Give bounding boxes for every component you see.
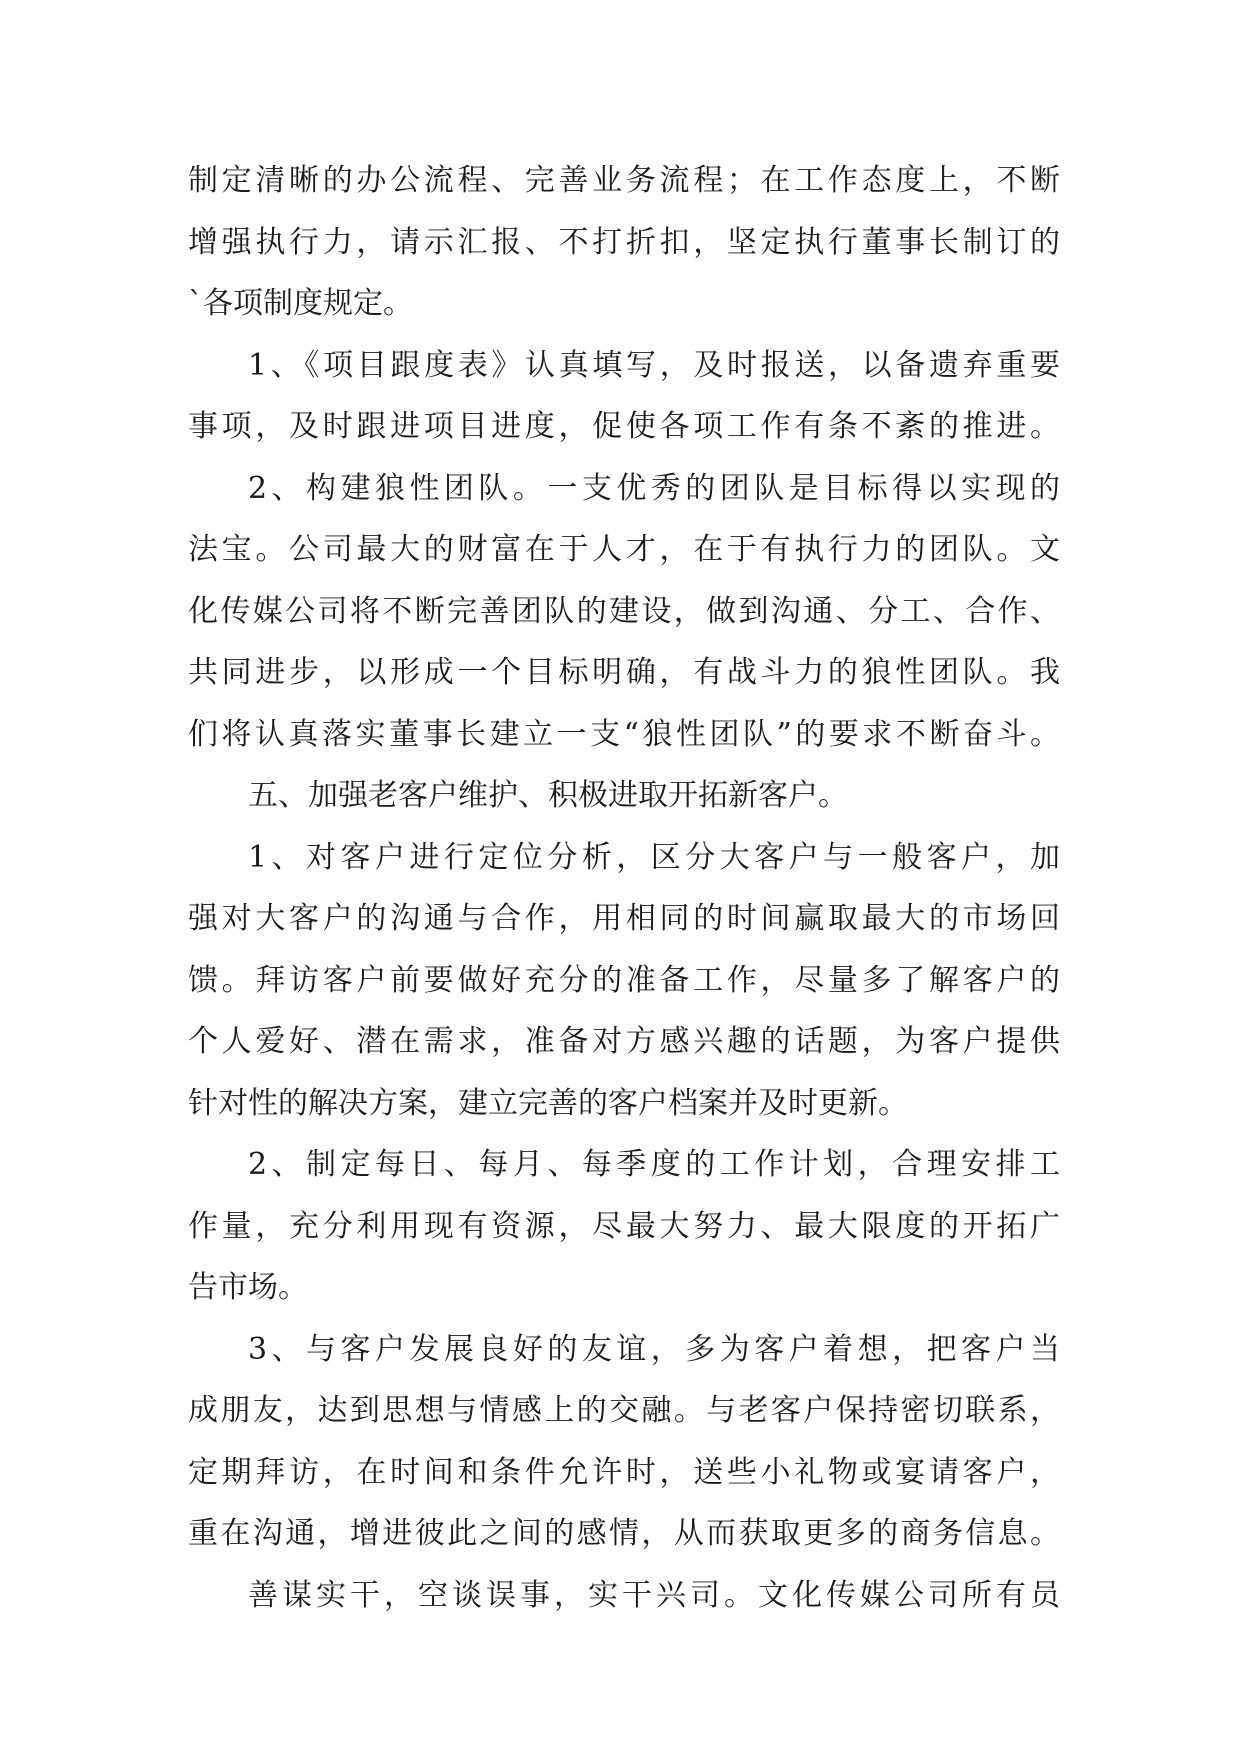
- text-line: 们将认真落实董事长建立一支“狼性团队”的要求不断奋斗。: [188, 716, 1060, 752]
- text-line: 成朋友，达到思想与情感上的交融。与老客户保持密切联系，: [188, 1393, 1060, 1428]
- text-line: 定期拜访，在时间和条件允许时，送些小礼物或宴请客户，: [188, 1454, 1060, 1490]
- text-line: 制定清晰的办公流程、完善业务流程；在工作态度上，不断: [188, 163, 1060, 198]
- text-line: 3、与客户发展良好的友谊，多为客户着想，把客户当: [248, 1331, 1060, 1367]
- text-line: 馈。拜访客户前要做好充分的准备工作，尽量多了解客户的: [188, 962, 1060, 998]
- text-line: 针对性的解决方案，建立完善的客户档案并及时更新。: [188, 1085, 908, 1121]
- text-line: 善谋实干，空谈误事，实干兴司。文化传媒公司所有员: [248, 1577, 1060, 1613]
- text-line: `各项制度规定。: [188, 286, 413, 321]
- text-line: 增强执行力，请示汇报、不打折扣，坚定执行董事长制订的: [188, 224, 1060, 260]
- text-line: 强对大客户的沟通与合作，用相同的时间赢取最大的市场回: [188, 901, 1060, 936]
- text-line: 2、制定每日、每月、每季度的工作计划，合理安排工: [248, 1147, 1060, 1182]
- text-line: 重在沟通，增进彼此之间的感情，从而获取更多的商务信息。: [188, 1516, 1060, 1551]
- text-line: 1、《项目跟度表》认真填写，及时报送，以备遗弃重要: [248, 347, 1060, 383]
- text-line: 作量，充分利用现有资源，尽最大努力、最大限度的开拓广: [188, 1208, 1060, 1244]
- text-line: 事项，及时跟进项目进度，促使各项工作有条不紊的推进。: [188, 409, 1060, 444]
- text-line: 个人爱好、潜在需求，准备对方感兴趣的话题，为客户提供: [188, 1024, 1060, 1059]
- text-line: 共同进步，以形成一个目标明确，有战斗力的狼性团队。我: [188, 655, 1060, 690]
- text-line: 2、构建狼性团队。一支优秀的团队是目标得以实现的: [248, 470, 1060, 506]
- text-line: 1、对客户进行定位分析，区分大客户与一般客户，加: [248, 839, 1060, 875]
- document-body: [188, 150, 1060, 1626]
- text-line: 告市场。: [188, 1270, 308, 1305]
- text-line: 化传媒公司将不断完善团队的建设，做到沟通、分工、合作、: [188, 593, 1060, 629]
- text-line: 法宝。公司最大的财富在于人才，在于有执行力的团队。文: [188, 532, 1060, 567]
- section-heading: 五、加强老客户维护、积极进取开拓新客户。: [248, 778, 848, 813]
